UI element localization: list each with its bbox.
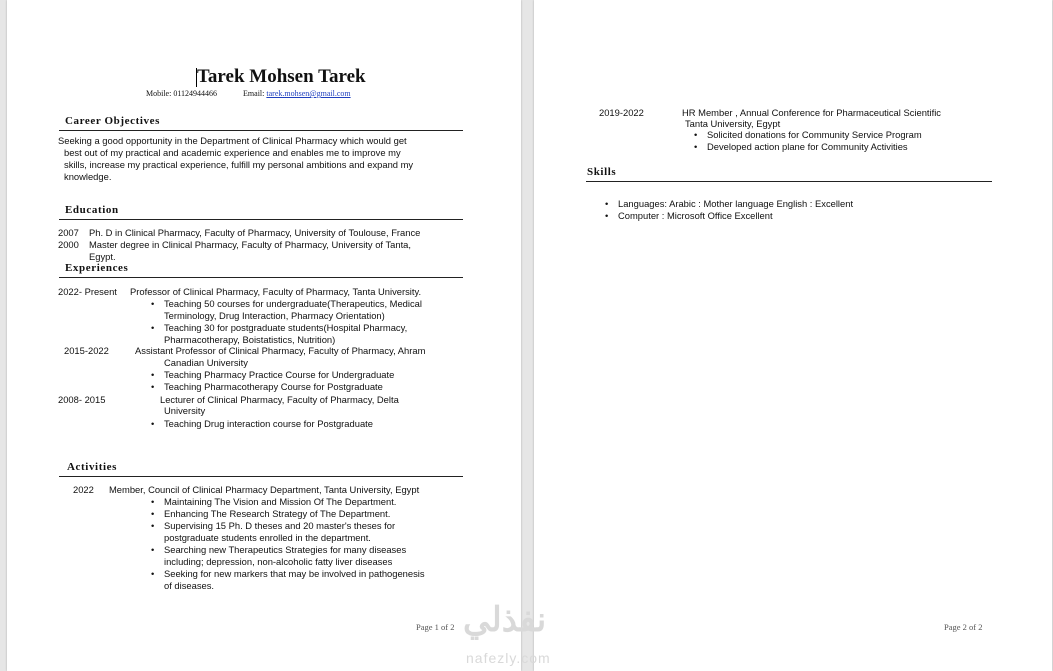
section-rule — [59, 476, 463, 477]
career-paragraph — [58, 135, 454, 183]
activity-title: Member, Council of Clinical Pharmacy Department, Tanta University, Egypt — [109, 484, 420, 495]
page-footer: Page 2 of 2 — [944, 622, 983, 632]
list-item: • Searching new Therapeutics Strategies for many diseases including; depression, non-alcoholic fatty liver diseases — [164, 544, 425, 568]
experience-title: Professor of Clinical Pharmacy, Faculty of Pharmacy, Tanta University. — [130, 286, 422, 297]
mobile-number: 01124944466 — [173, 89, 218, 98]
hr-bullets — [707, 129, 922, 153]
mobile-label: Mobile: — [146, 89, 172, 98]
experience-period: 2008- 2015 — [58, 394, 106, 405]
activities-heading: Activities — [67, 461, 117, 473]
list-item: • Maintaining The Vision and Mission Of The Department. — [164, 496, 425, 508]
experience-bullets — [164, 369, 394, 393]
career-heading: Career Objectives — [65, 115, 161, 127]
experience-title-cont: Canadian University — [164, 357, 248, 368]
page-footer: Page 1 of 2 — [416, 622, 455, 632]
list-item: • Supervising 15 Ph. D theses and 20 master's theses for postgraduate students enrolled in the department. — [164, 520, 425, 544]
list-item: • Developed action plane for Community Activities — [707, 141, 922, 153]
list-item: • Solicited donations for Community Service Program — [707, 129, 922, 141]
list-item: • Seeking for new markers that may be involved in pathogenesis of diseases. — [164, 568, 425, 592]
hr-year: 2019-2022 — [599, 107, 644, 118]
career-line: skills, increase my practical experience, fulfill my personal ambitions and expand my — [64, 159, 414, 170]
activity-year: 2022 — [73, 484, 94, 495]
watermark-url: nafezly.com — [466, 650, 551, 666]
email-link[interactable]: tarek.mohsen@gmail.com — [266, 89, 351, 98]
section-rule — [59, 277, 463, 278]
activity-bullets — [164, 496, 425, 592]
education-text: Egypt. — [89, 251, 116, 262]
education-text: Ph. D in Clinical Pharmacy, Faculty of Pharmacy, University of Toulouse, France — [89, 227, 421, 238]
document-page-1 — [7, 0, 521, 671]
list-item: • Teaching Pharmacy Practice Course for Undergraduate — [164, 369, 394, 381]
list-item: • Teaching 30 for postgraduate students(Hospital Pharmacy, Pharmacotherapy, Boistatistics, Nutrition) — [164, 322, 422, 346]
career-line: Seeking a good opportunity in the Department of Clinical Pharmacy which would get — [58, 135, 407, 146]
section-rule — [586, 181, 992, 182]
career-line: knowledge. — [64, 171, 112, 182]
list-item: • Teaching Drug interaction course for Postgraduate — [164, 418, 373, 430]
section-rule — [59, 130, 463, 131]
section-rule — [59, 219, 463, 220]
career-line: best out of my practical and academic experience and enables me to improve my — [64, 147, 401, 158]
experience-title-cont: University — [164, 405, 206, 416]
hr-subtitle: Tanta University, Egypt — [685, 118, 781, 129]
document-page-2 — [534, 0, 1052, 671]
experiences-heading: Experiences — [65, 262, 129, 274]
education-year: 2000 — [58, 239, 79, 250]
experience-title: Assistant Professor of Clinical Pharmacy, Faculty of Pharmacy, Ahram — [135, 345, 426, 356]
hr-title: HR Member , Annual Conference for Pharmaceutical Scientific — [682, 107, 941, 118]
list-item: • Enhancing The Research Strategy of The Department. — [164, 508, 425, 520]
education-text: Master degree in Clinical Pharmacy, Faculty of Pharmacy, University of Tanta, — [89, 239, 411, 250]
watermark-logo: نفذلي — [463, 601, 547, 639]
skills-list — [618, 198, 853, 222]
resume-name: Tarek Mohsen Tarek — [197, 66, 366, 87]
experience-period: 2015-2022 — [64, 345, 109, 356]
list-item: • Teaching 50 courses for undergraduate(Therapeutics, Medical Terminology, Drug Interaction, Pharmacy Orientation) — [164, 298, 422, 322]
list-item: • Languages: Arabic : Mother language English : Excellent — [618, 198, 853, 210]
experience-period: 2022- Present — [58, 286, 117, 297]
email-label: Email: — [243, 89, 265, 98]
experience-bullets — [164, 418, 373, 430]
education-year: 2007 — [58, 227, 79, 238]
list-item: • Teaching Pharmacotherapy Course for Postgraduate — [164, 381, 394, 393]
education-heading: Education — [65, 204, 119, 216]
list-item: • Computer : Microsoft Office Excellent — [618, 210, 853, 222]
contact-line — [146, 89, 351, 98]
experience-title: Lecturer of Clinical Pharmacy, Faculty of Pharmacy, Delta — [160, 394, 399, 405]
skills-heading: Skills — [587, 166, 617, 178]
experience-bullets — [164, 298, 422, 346]
